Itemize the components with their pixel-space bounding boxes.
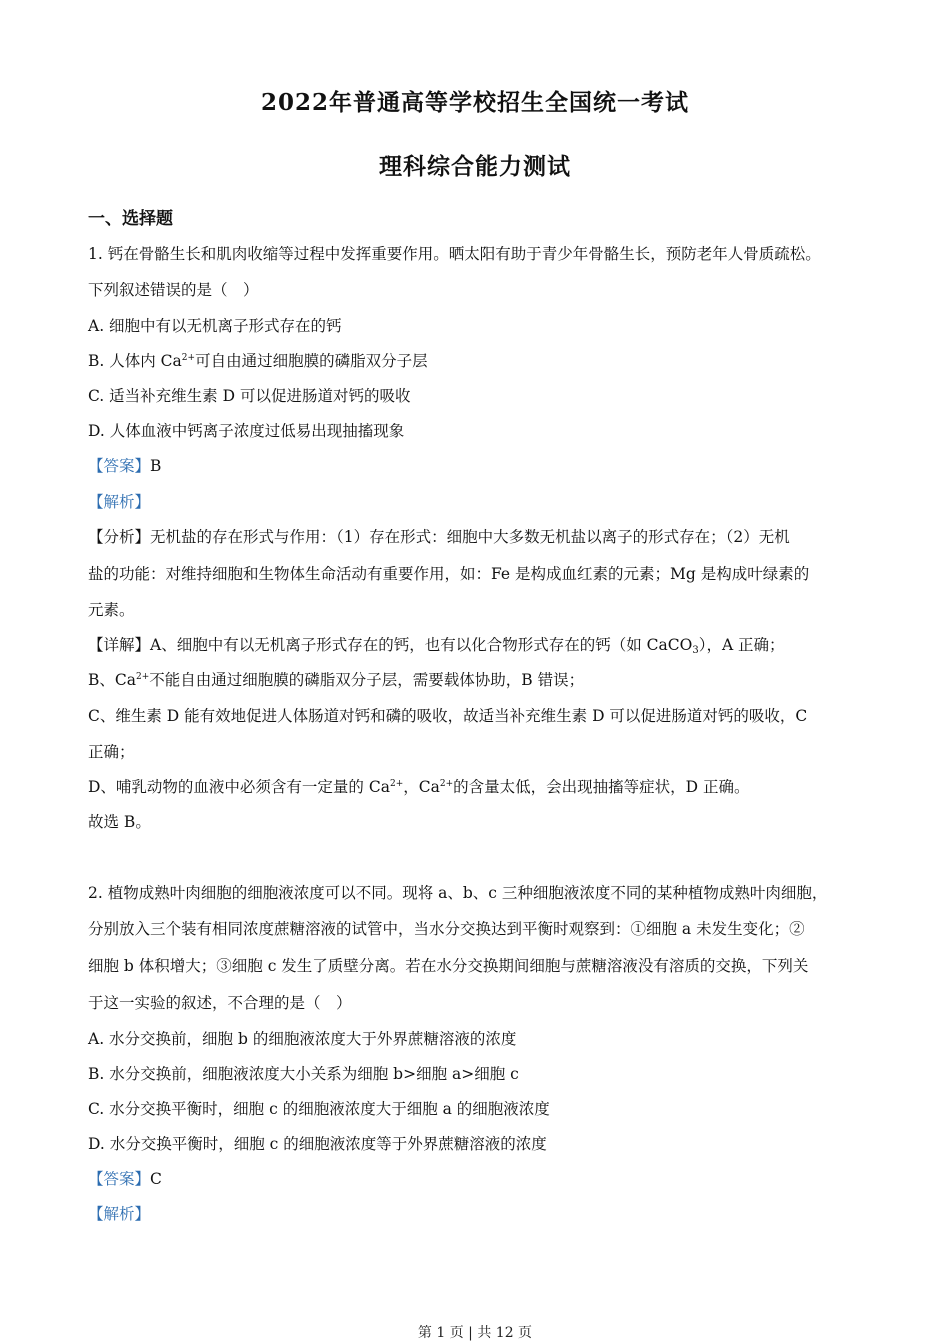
q2-option-d: D. 水分交换平衡时，细胞 c 的细胞液浓度等于外界蔗糖溶液的浓度 (88, 1135, 547, 1153)
q2-analysis-tag: 【解析】 (88, 1205, 151, 1223)
q1-option-a: A. 细胞中有以无机离子形式存在的钙 (88, 317, 342, 335)
q1-stem-line-2: 下列叙述错误的是（ ） (88, 281, 259, 299)
q2-stem-line-4: 于这一实验的叙述，不合理的是（ ） (88, 994, 352, 1012)
section-heading: 一、选择题 (88, 209, 173, 229)
exam-subtitle: 理科综合能力测试 (379, 153, 571, 180)
q1-answer: 【答案】B (88, 457, 162, 475)
q1-detail-c-line-2: 正确； (88, 743, 135, 761)
q2-stem-line-2: 分别放入三个装有相同浓度蔗糖溶液的试管中，当水分交换达到平衡时观察到：①细胞 a 未发生变化；② (88, 920, 805, 938)
q1-detail-d: D、哺乳动物的血液中必须含有一定量的 $Ca^{2+}$，$Ca^{2+}$的含量太低，会出现抽搐等症状，D 正确。 (88, 778, 750, 796)
q1-fenxi-line-3: 元素。 (88, 601, 135, 619)
exam-title: 2022年普通高等学校招生全国统一考试 (260, 89, 689, 116)
q1-conclusion: 故选 B。 (88, 813, 151, 831)
q1-fenxi-line-2: 盐的功能：对维持细胞和生物体生命活动有重要作用，如：Fe 是构成血红素的元素；Mg 是构成叶绿素的 (88, 565, 810, 583)
q1-fenxi-line-1: 【分析】无机盐的存在形式与作用：（1）存在形式：细胞中大多数无机盐以离子的形式存在；（2）无机 (88, 528, 790, 546)
q1-option-b: B. 人体内 $Ca^{2+}$可自由通过细胞膜的磷脂双分子层 (88, 352, 428, 370)
answer-tag: 【答案】 (88, 1170, 151, 1188)
q1-stem-line-1: 1. 钙在骨骼生长和肌肉收缩等过程中发挥重要作用。晒太阳有助于青少年骨骼生长，预防老年人骨质疏松。 (88, 245, 821, 263)
q1-detail-b: B、$Ca^{2+}$不能自由通过细胞膜的磷脂双分子层，需要载体协助，B 错误； (88, 671, 585, 689)
answer-tag: 【答案】 (88, 457, 151, 475)
q1-detail-c-line-1: C、维生素 D 能有效地促进人体肠道对钙和磷的吸收，故适当补充维生素 D 可以促进肠道对钙的吸收，C (88, 707, 808, 725)
q2-stem-line-3: 细胞 b 体积增大；③细胞 c 发生了质壁分离。若在水分交换期间细胞与蔗糖溶液没有溶质的交换，下列关 (88, 957, 809, 975)
q1-option-d: D. 人体血液中钙离子浓度过低易出现抽搐现象 (88, 422, 405, 440)
q2-stem-line-1: 2. 植物成熟叶肉细胞的细胞液浓度可以不同。现将 a、b、c 三种细胞液浓度不同的某种植物成熟叶肉细胞， (88, 884, 828, 902)
page-footer: 第 1 页 | 共 12 页 (417, 1325, 533, 1341)
q2-option-a: A. 水分交换前，细胞 b 的细胞液浓度大于外界蔗糖溶液的浓度 (88, 1030, 517, 1048)
q2-option-c: C. 水分交换平衡时，细胞 c 的细胞液浓度大于细胞 a 的细胞液浓度 (88, 1100, 550, 1118)
q1-analysis-tag: 【解析】 (88, 493, 151, 511)
q1-option-c: C. 适当补充维生素 D 可以促进肠道对钙的吸收 (88, 387, 411, 405)
q1-detail-a: 【详解】A、细胞中有以无机离子形式存在的钙，也有以化合物形式存在的钙（如 CaCO$_3$），A 正确； (88, 636, 785, 656)
q2-answer: 【答案】C (88, 1170, 162, 1188)
q2-option-b: B. 水分交换前，细胞液浓度大小关系为细胞 b>细胞 a>细胞 c (88, 1065, 519, 1083)
